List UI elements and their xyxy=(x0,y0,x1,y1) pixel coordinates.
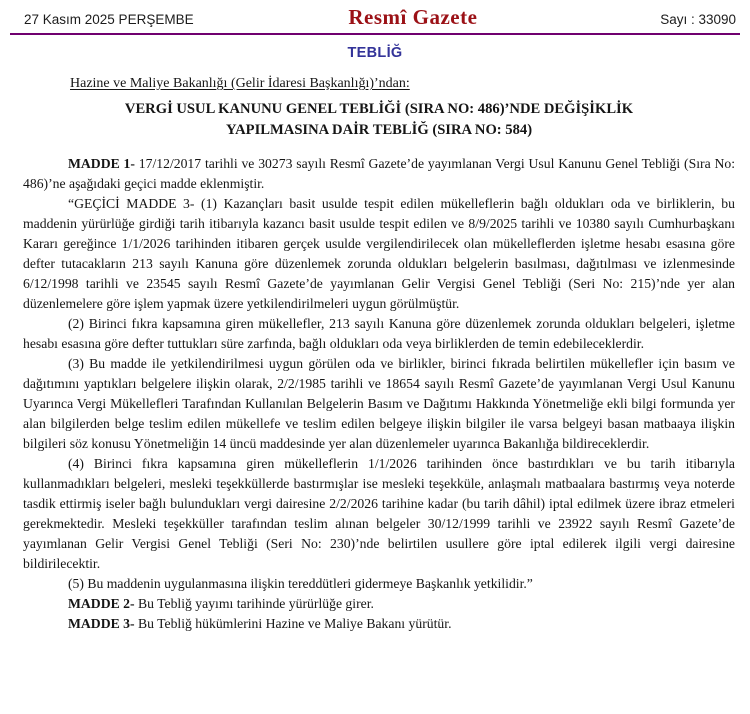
paragraph-fikra-2 xyxy=(23,314,735,354)
paragraph-text: (5) Bu maddenin uygulanmasına ilişkin tereddütleri gidermeye Başkanlık yetkilidir.” xyxy=(68,576,533,591)
issue-number: Sayı : 33090 xyxy=(660,12,736,27)
paragraph-fikra-3 xyxy=(23,354,735,454)
paragraph-text: Bu Tebliğ hükümlerini Hazine ve Maliye Bakanı yürütür. xyxy=(134,616,452,631)
document-body xyxy=(0,76,750,634)
paragraph-lead: MADDE 3- xyxy=(68,616,135,631)
paragraph-gecici-madde-3-fikra-1 xyxy=(23,194,735,314)
paragraph-text: Bu Tebliğ yayımı tarihinde yürürlüğe girer. xyxy=(134,596,374,611)
paragraph-lead: MADDE 2- xyxy=(68,596,135,611)
paragraph-text: 17/12/2017 tarihli ve 30273 sayılı Resmî Gazete’de yayımlanan Vergi Usul Kanunu Genel Tebliği (Sıra No: 486)’ne aşağıdaki geçici madde eklenmiştir. xyxy=(23,156,735,191)
document-title-line-2: YAPILMASINA DAİR TEBLİĞ (SIRA NO: 584) xyxy=(225,122,533,138)
paragraph-madde-1 xyxy=(23,154,735,194)
publication-date: 27 Kasım 2025 PERŞEMBE xyxy=(24,12,194,27)
paragraph-text: (3) Bu madde ile yetkilendirilmesi uygun görülen oda ve birlikler, birinci fıkrada belirtilen mükellefler için basım ve dağıtımını yaptıkları belgelere ilişkin olarak, 2/2/1985 tarihli ve 18654 sayılı Resmî Gazete’de yayımlanan Vergi Usul Kanunu Uyarınca Vergi Mükellefleri Tarafından Kullanılan Belgelerin Basım ve Dağıtımı Hakkında Yönetmeliğe ekli bilgi formunda yer alan bilgilerden belge teslim edilen mükellefe ve teslim edilen belgeye ilişkin bilgiler ile varsa belgeyi basan matbaaya ilişkin bilgileri söz konusu Yönetmeliğin 14 üncü maddesinde yer alan düzenlemeler uyarınca Bakanlığa bildireceklerdir. xyxy=(23,356,735,451)
paragraph-fikra-5 xyxy=(23,574,735,594)
section-heading: TEBLİĞ xyxy=(347,45,403,61)
paragraph-text: (4) Birinci fıkra kapsamına giren mükelleflerin 1/1/2026 tarihinden önce bastırdıkları ve bu tarih itibarıyla kullanmadıkları belgeleri, mesleki teşekküllerde bastırmışlar ise mesleki teşekküle, anlaşmalı matbaalara bastırmış veya noterde tasdik ettirmiş iseler bağlı bulundukları vergi dairesine 2/2/2026 tarihine kadar (bu tarih dâhil) iptal edilmek üzere ibraz etmeleri gerekmektedir. Mesleki teşekküller tarafından teslim alınan belgeler 30/12/1999 tarihli ve 23922 sayılı Resmî Gazete’de yayımlanan Gelir Vergisi Genel Tebliği (Seri No: 230)’nde belirtilen usullere göre iptal edilerek ilgili vergi dairesine bildirilecektir. xyxy=(23,456,735,571)
paragraph-madde-2 xyxy=(23,594,735,614)
paragraph-text: (2) Birinci fıkra kapsamına giren mükellefler, 213 sayılı Kanuna göre düzenlemek zorunda oldukları belgeleri, işletme hesabı esasına göre defter tuttukları süre zarfında, bağlı oldukları oda veya birliklerden de temin edebileceklerdir. xyxy=(23,316,735,351)
paragraph-madde-3 xyxy=(23,614,735,634)
paragraph-fikra-4 xyxy=(23,454,735,574)
gazette-header xyxy=(10,0,740,35)
document-title-line-1: VERGİ USUL KANUNU GENEL TEBLİĞİ (SIRA NO: 486)’NDE DEĞİŞİKLİK xyxy=(124,101,634,117)
issuing-authority-line: Hazine ve Maliye Bakanlığı (Gelir İdaresi Başkanlığı)’ndan: xyxy=(70,76,410,91)
paragraph-text: “GEÇİCİ MADDE 3- (1) Kazançları basit usulde tespit edilen mükelleflerin bağlı oldukları oda ve birliklerin, bu maddenin yürürlüğe girdiği tarih itibarıyla kazancı basit usulde tespit edilen ve 8/9/2025 tarihli ve 10380 sayılı Cumhurbaşkanı Kararı gereğince 1/1/2026 tarihinden itibaren gerçek usulde vergilendirilecek olan mükelleflerden işletme hesabı esasına göre defter tutacakların 213 sayılı Kanuna göre düzenlemek zorunda oldukları belgelerin basılması, dağıtılması ve izlenmesinde 6/12/1998 tarihli ve 23545 sayılı Resmî Gazete’de yayımlanan Gelir Vergisi Genel Tebliği (Seri No: 215)’nde yer alan düzenlemelere göre işlem yapmak üzere yetkilendirilmeleri uygun görülmüştür. xyxy=(23,196,735,311)
paragraph-lead: MADDE 1- xyxy=(68,156,135,171)
masthead-title: Resmî Gazete xyxy=(348,5,478,29)
article-text xyxy=(23,154,735,634)
document-title xyxy=(23,99,735,141)
